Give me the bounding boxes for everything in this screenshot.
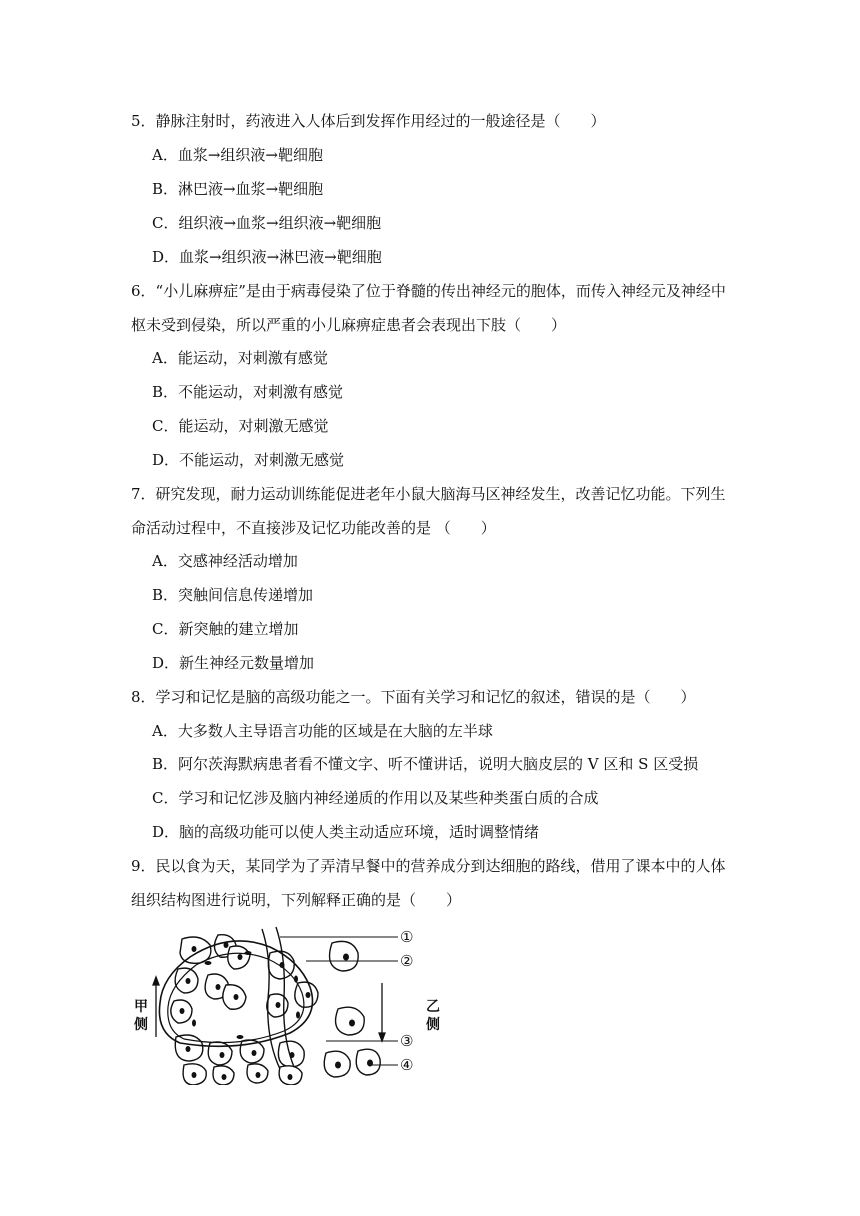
cell-nucleus: [252, 1050, 257, 1056]
tissue-structure-diagram: [130, 925, 450, 1085]
q5-stem: 5．静脉注射时，药液进入人体后到发挥作用经过的一般途径是（ ）: [131, 112, 606, 130]
q5-option-c: C．组织液→血浆→组织液→靶细胞: [152, 214, 382, 232]
q8-option-d: D．脑的高级功能可以使人类主动适应环境，适时调整情绪: [152, 823, 540, 841]
right-side-label-char1: 乙: [426, 999, 440, 1015]
q5-option-a: A．血浆→组织液→靶细胞: [152, 146, 323, 164]
q7-stem-line1: 7．研究发现，耐力运动训练能促进老年小鼠大脑海马区神经发生，改善记忆功能。下列生: [131, 485, 726, 503]
cell-nucleus: [222, 1074, 227, 1080]
marker-2: ②: [400, 952, 414, 970]
cell-nucleus: [256, 1072, 261, 1078]
cell-nucleus: [224, 942, 229, 948]
blood-cell: [296, 1012, 300, 1019]
right-side-label-char2: 侧: [426, 1017, 440, 1033]
cell-nucleus: [186, 1046, 191, 1052]
blood-cell: [205, 961, 212, 965]
cell-nucleus: [180, 1008, 185, 1014]
marker-1: ①: [400, 928, 414, 946]
q7-option-c: C．新突触的建立增加: [152, 620, 299, 638]
cell-nucleus: [280, 962, 285, 968]
left-side-label-char1: 甲: [134, 999, 148, 1015]
cell-nucleus: [238, 954, 243, 960]
q7-stem-line2: 命活动过程中，不直接涉及记忆功能改善的是 （ ）: [131, 519, 496, 537]
cell-nucleus: [349, 1020, 355, 1027]
cell-nucleus: [290, 1052, 295, 1058]
cell-nucleus: [192, 1072, 197, 1078]
q5-option-b: B．淋巴液→血浆→靶细胞: [152, 180, 324, 198]
q8-option-c: C．学习和记忆涉及脑内神经递质的作用以及某些种类蛋白质的合成: [152, 789, 599, 807]
cell-nucleus: [306, 992, 311, 998]
blood-cell: [192, 1020, 196, 1027]
q6-option-a: A．能运动，对刺激有感觉: [152, 349, 328, 367]
left-side-label-char2: 侧: [134, 1017, 148, 1033]
cell-nucleus: [234, 994, 239, 1000]
q7-option-d: D．新生神经元数量增加: [152, 654, 315, 672]
right-arrowhead: [379, 1033, 385, 1041]
q6-option-d: D．不能运动，对刺激无感觉: [152, 451, 345, 469]
marker-3: ③: [400, 1032, 414, 1050]
cell-nucleus: [343, 954, 349, 961]
q8-stem: 8．学习和记忆是脑的高级功能之一。下面有关学习和记忆的叙述，错误的是（ ）: [131, 688, 696, 706]
cell-nucleus: [335, 1062, 341, 1069]
cell-nucleus: [288, 1074, 293, 1080]
blood-cell: [294, 976, 298, 983]
q8-option-a: A．大多数人主导语言功能的区域是在大脑的左半球: [152, 722, 493, 740]
cell-nucleus: [216, 984, 221, 990]
q5-option-d: D．血浆→组织液→淋巴液→靶细胞: [152, 248, 382, 266]
q6-option-c: C．能运动，对刺激无感觉: [152, 417, 329, 435]
q6-stem-line2: 枢未受到侵染，所以严重的小儿麻痹症患者会表现出下肢（ ）: [131, 316, 567, 334]
q6-stem-line1: 6．“小儿麻痹症”是由于病毒侵染了位于脊髓的传出神经元的胞体，而传入神经元及神经中: [131, 282, 726, 300]
q6-option-b: B．不能运动，对刺激有感觉: [152, 383, 344, 401]
blood-cell: [245, 951, 252, 955]
cell-nucleus: [186, 978, 191, 984]
q7-option-a: A．交感神经活动增加: [152, 552, 298, 570]
q8-option-b: B．阿尔茨海默病患者看不懂文字、听不懂讲话，说明大脑皮层的 V 区和 S 区受损: [152, 755, 699, 773]
marker-4: ④: [400, 1056, 414, 1074]
cell-nucleus: [220, 1052, 225, 1058]
blood-cell: [237, 1035, 244, 1039]
q9-stem-line1: 9．民以食为天，某同学为了弄清早餐中的营养成分到达细胞的路线，借用了课本中的人体: [131, 857, 726, 875]
cell-nucleus: [276, 1002, 281, 1008]
left-arrowhead: [153, 977, 159, 985]
q7-option-b: B．突触间信息传递增加: [152, 586, 314, 604]
cell-nucleus: [192, 946, 197, 952]
q9-stem-line2: 组织结构图进行说明，下列解释正确的是（ ）: [131, 891, 462, 909]
